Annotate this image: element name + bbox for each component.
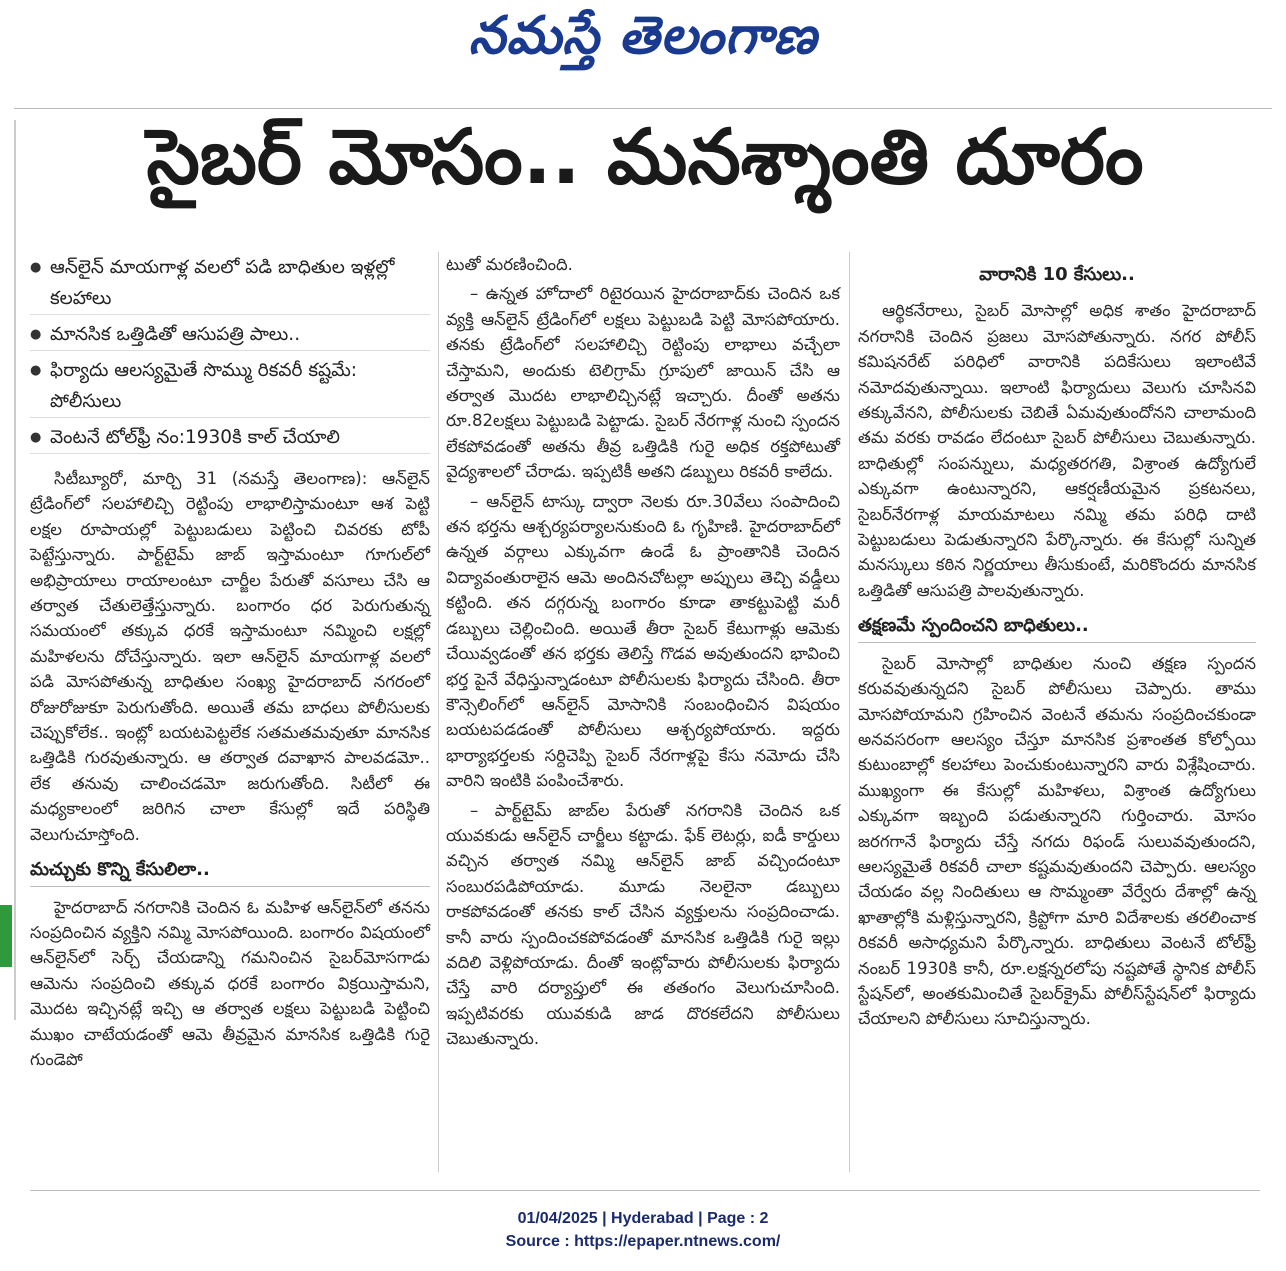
column-2 <box>446 252 840 1056</box>
case-paragraph: – ఆన్‌లైన్ టాస్కు ద్వారా నెలకు రూ.30వేలు సంపాదించి తన భర్తను ఆశ్చర్యపర్యాలనుకుంది ఓ గృహిణి. హైదరాబాద్‌లో ఉన్నత వర్గాలు ఎక్కువగా ఉండే ఓ ప్రాంతానికి చెందిన విద్యావంతురాలైన ఆమె అందినచోటల్లా అప్పులు తెచ్చి వడ్డీలు కట్టింది. తన దగ్గరున్న బంగారం కూడా తాకట్టుపెట్టి మరీ డబ్బులు చెల్లించింది. అయితే తీరా సైబర్ కేటుగాళ్లు ఆమెకు చేయివ్వడంతో తన భర్తకు తెలిస్తే గొడవ అవుతుందని భావించి భర్త పైనే వేధిస్తున్నాడంటూ పోలీసులకు ఫిర్యాదు చేసింది. తీరా కౌన్సెలింగ్‌లో ఆన్‌లైన్ మోసానికి సంబంధించిన విషయం బయటపడడంతో పోలీసులు ఆశ్చర్యపోయారు. ఇద్దరు భార్యాభర్తలకు సర్దిచెప్పి సైబర్ నేరగాళ్లపై కేసు నమోదు చేసి వారిని ఇంటికి పంపించేశారు. <box>446 491 840 791</box>
left-margin-rule <box>14 120 16 1020</box>
bottom-rule <box>30 1190 1260 1191</box>
case-paragraph: హైదరాబాద్ నగరానికి చెందిన ఓ మహిళ ఆన్‌లైన్‌లో తనను సంప్రదించిన వ్యక్తిని నమ్మి మోసపోయింది. బంగారం విషయంలో ఆన్‌లైన్‌లో సెర్చ్ చేయడాన్ని గమనించిన సైబర్‌మోసగాడు ఆమెను సంప్రదించి తక్కువ ధరకే బంగారం విక్రయిస్తామని, మొదట ఇచ్చినట్లే ఇచ్చి ఆ తర్వాత లక్షలు పెట్టుబడి పెట్టించి ముఖం చాటేయడంతో ఆమె తీవ్రమైన మానసిక ఒత్తిడికి గురై గుండెపో <box>30 897 430 1069</box>
column-3 <box>858 252 1256 1036</box>
page-edge-tab <box>0 905 12 967</box>
column-1 <box>30 252 430 1076</box>
case-paragraph: – ఉన్నత హోదాలో రిటైరయిన హైదరాబాద్‌కు చెందిన ఒక వ్యక్తి ఆన్‌లైన్ ట్రేడింగ్‌లో లక్షలు పెట్టుబడి పెట్టి మోసపోయారు. తనకు ట్రేడింగ్‌లో సలహాలిచ్చి రెట్టింపు లాభాలు వచ్చేలా చేస్తామని, అందుకు టెలిగ్రామ్ గ్రూపులో జాయిన్ చేసి ఆ తర్వాత మొదట లాభాలిచ్చినట్లే ఇచ్చారు. దీంతో అతను రూ.82లక్షలు పెట్టుబడి పెట్టాడు. సైబర్ నేరగాళ్ల నుంచి స్పందన లేకపోవడంతో అతను తీవ్ర ఒత్తిడికి గురై అధిక రక్తపోటుతో వైద్యశాలలో చేరాడు. ఇప్పటికీ అతని డబ్బులు రికవరీ కాలేదు. <box>446 284 840 482</box>
body-paragraph: ఆర్థికనేరాలు, సైబర్ మోసాల్లో అధిక శాతం హైదరాబాద్ నగరానికి చెందిన ప్రజలు మోసపోతున్నారు. నగర పోలీస్ కమిషనరేట్ పరిధిలో వారానికి పదికేసులు ఇలాంటివే నమోదవుతున్నాయి. ఇలాంటి ఫిర్యాదులు వెలుగు చూసినవి తక్కువేనని, పోలీసులకు చెబితే ఏమవుతుందోనని చాలామంది తమ వరకు రావడం లేదంటూ సైబర్ పోలీసులు చెబుతున్నారు. బాధితుల్లో సంపన్నులు, మధ్యతరగతి, విశ్రాంత ఉద్యోగులే ఎక్కువగా ఉంటున్నారని, ఆకర్షణీయమైన ప్రకటనలు, సైబర్‌నేరగాళ్ల మాయమాటలు నమ్మి తమ పరిధి దాటి పెట్టుబడులు పెడుతున్నారని పేర్కొన్నారు. ఈ కేసుల్లో సున్నిత మనస్కులు కఠిన నిర్ణయాలు తీసుకుంటే, మరికొందరు మానసిక ఒత్తిడితో ఆసుపత్రి పాలవుతున్నారు. <box>858 301 1256 600</box>
bullet-item: ● మానసిక ఒత్తిడితో ఆసుపత్రి పాలు.. <box>30 319 430 351</box>
top-rule <box>14 108 1272 109</box>
bullet-item: ● ఫిర్యాదు ఆలస్యమైతే సొమ్ము రికవరీ కష్టమే: పోలీసులు <box>30 355 430 418</box>
subheading-cases: మచ్చుకు కొన్ని కేసులిలా.. <box>30 857 430 886</box>
subheading-victims: తక్షణమే స్పందించని బాధితులు.. <box>858 613 1256 642</box>
case-paragraph: – పార్ట్‌టైమ్ జాబ్‌ల పేరుతో నగరానికి చెందిన ఒక యువకుడు ఆన్‌లైన్ చార్జీలు కట్టాడు. ఫేక్ లెటర్లు, ఐడీ కార్డులు వచ్చిన తర్వాత నమ్మి ఆన్‌లైన్ జాబ్ వచ్చిందంటూ సంబురపడిపోయాడు. మూడు నెలలైనా డబ్బులు రాకపోవడంతో తనకు కాల్ చేసిన వ్యక్తులను సంప్రదించాడు. కానీ వారు స్పందించకపోవడంతో మానసిక ఒత్తిడికి గురై ఇల్లు వదిలి వెళ్లిపోయాడు. దీంతో ఇంట్లోవారు పోలీసులకు ఫిర్యాదు చేస్తే వారి దర్యాప్తులో ఈ తతంగం వెలుగుచూసింది. ఇప్పటివరకు యువకుడి జాడ దొరకలేదని పోలీసులు చెబుతున్నారు. <box>446 800 840 1049</box>
bullet-item: ● వెంటనే టోల్‌ఫ్రీ నం:1930కి కాల్ చేయాలి <box>30 422 430 454</box>
bullet-item: ● ఆన్‌లైన్ మాయగాళ్ల వలలో పడి బాధితుల ఇళ్లల్లో కలహాలు <box>30 252 430 315</box>
article-headline: సైబర్ మోసం.. మనశ్శాంతి దూరం <box>146 112 1144 201</box>
highlight-bullets <box>30 252 430 454</box>
newspaper-masthead: నమస్తే తెలంగాణ <box>468 6 818 66</box>
column-divider <box>849 252 850 1172</box>
intro-paragraph: సిటీబ్యూరో, మార్చి 31 (నమస్తే తెలంగాణ): ఆన్‌లైన్ ట్రేడింగ్‌లో సలహాలిచ్చి రెట్టింపు లాభాలిస్తామంటూ ఆశ పెట్టి లక్షల రూపాయల్లో పెట్టుబడులు పెట్టించి చివరకు టోపీ పెట్టేస్తున్నారు. పార్ట్‌టైమ్ జాబ్ ఇస్తామంటూ గూగుల్‌లో అభిప్రాయాలు రాయాలంటూ చార్జీల పేరుతో వసూలు చేసి ఆ తర్వాత చేతులెత్తేస్తున్నారు. బంగారం ధర పెరుగుతున్న సమయంలో తక్కువ ధరకే ఇస్తామంటూ నమ్మించి లక్షల్లో మహిళలను దోచేస్తున్నారు. ఇలా ఆన్‌లైన్ మాయగాళ్ల వలలో పడి మోసపోతున్న బాధితుల సంఖ్య హైదరాబాద్ నగరంలో రోజురోజుకూ పెరుగుతోంది. అయితే తమ బాధలు పోలీసులకు చెప్పుకోలేక.. ఇంట్లో బయటపెట్టలేక సతమతమవుతూ మానసిక ఒత్తిడికి గురవుతున్నారు. ఆ తర్వాత దవాఖాన పాలవడమో.. లేక తనువు చాలించడమో జరుగుతోంది. సిటీలో ఈ మధ్యకాలంలో జరిగిన చాలా కేసుల్లో ఇదే పరిస్థితి వెలుగుచూస్తోంది. <box>30 469 430 844</box>
body-paragraph: సైబర్ మోసాల్లో బాధితుల నుంచి తక్షణ స్పందన కరువవుతున్నదని సైబర్ పోలీసులు చెప్పారు. తాము మోసపోయామని గ్రహించిన వెంటనే తమను సంప్రదించకుండా అనవసరంగా ఆలస్యం చేస్తూ మానసిక ప్రశాంతత కోల్పోయి కుటుంబాల్లో కలహాలు పెంచుకుంటున్నారని వారు విశ్లేషించారు. ముఖ్యంగా ఈ కేసుల్లో మహిళలు, విశ్రాంత ఉద్యోగులు ఎక్కువగా ఇబ్బంది పడుతున్నారని గుర్తించారు. మోసం జరగగానే ఫిర్యాదు చేస్తే నగదు రిఫండ్ సులువవుతుందని, ఆలస్యమైతే రికవరీ చాలా కష్టమవుతుందని చెప్పారు. ఆలస్యం చేయడం వల్ల నిందితులు ఆ సొమ్మంతా వేర్వేరు దేశాల్లో ఉన్న ఖాతాల్లోకి మళ్లిస్తున్నారని, క్రిప్టోగా మారి విదేశాలకు తరలించాక రికవరీ అసాధ్యమని పేర్కొన్నారు. బాధితులు వెంటనే టోల్‌ఫ్రీ నంబర్ 1930కి కానీ, రూ.లక్షన్నరలోపు నష్టపోతే స్థానిక పోలీస్ స్టేషన్‌లో, అంతకుమించితే సైబర్‌క్రైమ్ పోలీస్‌స్టేషన్‌లో ఫిర్యాదు చేయాలని పోలీసులు సూచిస్తున్నారు. <box>858 653 1256 1029</box>
case-continuation: టుతో మరణించింది. <box>446 255 573 274</box>
footer-date-line: 01/04/2025 | Hyderabad | Page : 2 <box>517 1210 769 1227</box>
subheading-weekly-cases: వారానికి 10 కేసులు.. <box>979 264 1135 285</box>
footer-source-line: Source : https://epaper.ntnews.com/ <box>505 1233 781 1250</box>
column-divider <box>438 252 439 1172</box>
